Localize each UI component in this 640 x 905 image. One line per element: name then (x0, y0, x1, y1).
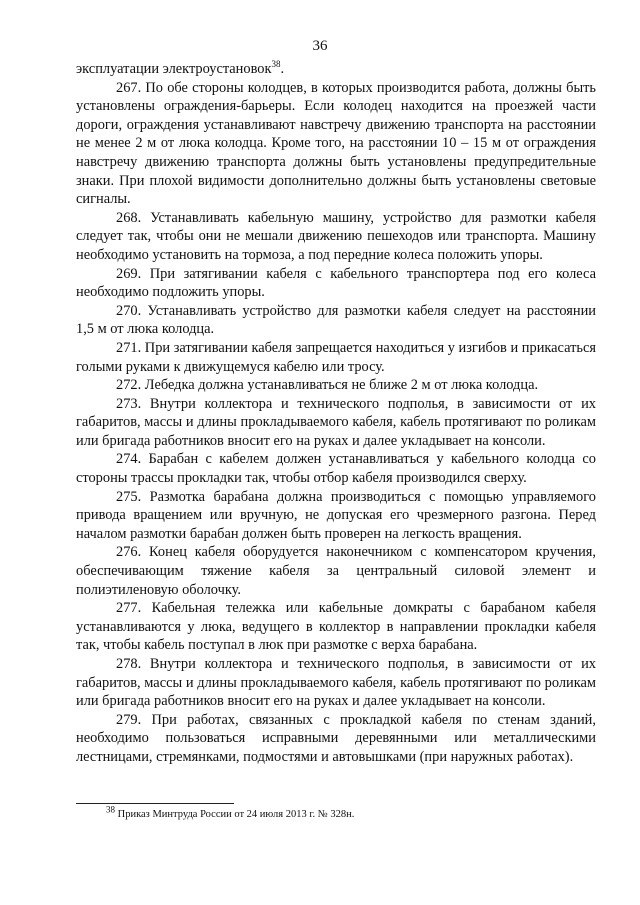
paragraph-271: 271. При затягивании кабеля запрещается находиться у изгибов и прикасаться голыми руками к движущемуся кабелю или тросу. (76, 339, 596, 375)
paragraph-269: 269. При затягивании кабеля с кабельного транспортера под его колеса необходимо подложить упоры. (76, 265, 596, 301)
footnote (106, 804, 355, 821)
page-number: 36 (312, 38, 328, 54)
paragraph-278: 278. Внутри коллектора и технического подполья, в зависимости от их габаритов, массы и длины прокладываемого кабеля, кабель протягивают по роликам или бригада работников вносит его на руках и далее укладывает на консоли. (76, 656, 596, 710)
paragraph-274: 274. Барабан с кабелем должен устанавливаться у кабельного колодца со стороны трассы прокладки так, чтобы отбор кабеля производился сверху. (76, 451, 596, 487)
paragraph-276: 276. Конец кабеля оборудуется наконечником с компенсатором кручения, обеспечивающим тяжение кабеля за центральный силовой элемент и полиэтиленовую оболочку. (76, 544, 596, 598)
footnote-text: Приказ Минтруда России от 24 июля 2013 г. № 328н. (115, 809, 355, 820)
continued-text-end: . (280, 61, 285, 77)
paragraph-277: 277. Кабельная тележка или кабельные домкраты с барабаном кабеля устанавливаются у люка, ведущего в коллектор в направлении прокладки кабеля так, чтобы кабель поступал в люк при размотке с верха барабана. (76, 600, 596, 654)
footnote-reference[interactable]: 38 (271, 59, 281, 70)
paragraph-279: 279. При работах, связанных с прокладкой кабеля по стенам зданий, необходимо пользоваться исправными деревянными или металлическими лестницами, стремянками, подмостями и автовышками (при наружных работах). (76, 711, 596, 765)
footnote-divider (76, 803, 234, 804)
paragraph-268: 268. Устанавливать кабельную машину, устройство для размотки кабеля следует так, чтобы они не мешали движению пешеходов или транспорта. Машину необходимо установить на тормоза, а под передние колеса положить упоры. (76, 209, 596, 263)
paragraph-267: 267. По обе стороны колодцев, в которых производится работа, должны быть установлены ограждения-барьеры. Если колодец находится на проезжей части дороги, ограждения устанавливают навстречу движению транспорта на расстоянии не менее 2 м от люка колодца. Кроме того, на расстоянии 10 – 15 м от ограждения навстречу движению транспорта должны быть установлены предупредительные знаки. При плохой видимости дополнительно должны быть установлены световые сигналы. (76, 79, 596, 208)
footnote-mark: 38 (106, 804, 115, 815)
continued-text: эксплуатации электроустановок (76, 61, 272, 77)
paragraph-273: 273. Внутри коллектора и технического подполья, в зависимости от их габаритов, массы и длины прокладываемого кабеля, кабель протягивают по роликам или бригада работников вносит его на руках и далее укладывает на консоли. (76, 395, 596, 449)
body-text (76, 60, 596, 767)
paragraph-270: 270. Устанавливать устройство для размотки кабеля следует на расстоянии 1,5 м от люка колодца. (76, 302, 596, 338)
continued-paragraph (76, 60, 596, 79)
paragraph-275: 275. Размотка барабана должна производиться с помощью управляемого привода вращением или вручную, не допуская его чрезмерного разгона. Перед началом размотки барабан должен быть проверен на легкость вращения. (76, 488, 596, 542)
paragraph-272: 272. Лебедка должна устанавливаться не ближе 2 м от люка колодца. (116, 377, 539, 394)
